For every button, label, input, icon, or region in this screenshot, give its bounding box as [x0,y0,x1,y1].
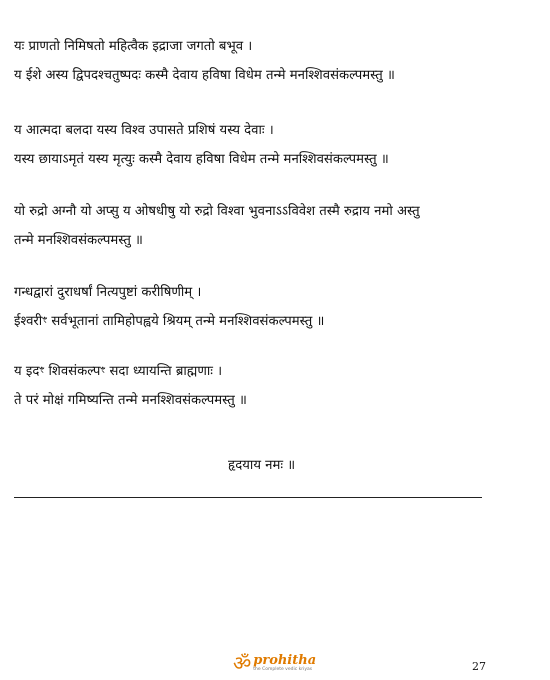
verse-line: ते परं मोक्षं गमिष्यन्ति तन्मे मनश्शिवसंकल्पमस्तु ॥ [14,393,247,408]
verse-line: यो रुद्रो अग्नौ यो अप्सु य ओषधीषु यो रुद्रो विश्वा भुवनाऽऽविवेश तस्मै रुद्राय नमो अस्तु [14,204,420,219]
stanza-2 [14,116,542,174]
logo-name: prohitha [253,652,317,668]
verse-line: यः प्राणतो निमिषतो महित्वैक इद्राजा जगतो बभूव । [14,39,253,54]
stanza-5 [14,357,542,415]
prohitha-logo [233,651,343,675]
stanza-4 [14,278,542,336]
om-icon: ॐ [233,651,252,675]
verse-line: तन्मे मनश्शिवसंकल्पमस्तु ॥ [14,233,143,248]
page-number: 27 [472,660,486,673]
verse-line: य ईशे अस्य द्विपदश्चतुष्पदः कस्मै देवाय हविषा विधेम तन्मे मनश्शिवसंकल्पमस्तु ॥ [14,68,395,83]
verse-line: य आत्मदा बलदा यस्य विश्व उपासते प्रशिषं यस्य देवाः । [14,123,274,138]
stanza-1 [14,32,542,90]
verse-line: ईश्वरीꣳ सर्वभूतानां तामिहोपह्वये श्रियम् तन्मे मनश्शिवसंकल्पमस्तु ॥ [14,314,325,329]
closing-salutation: हृदयाय नमः ॥ [228,458,296,473]
verse-line: यस्य छायाऽमृतं यस्य मृत्युः कस्मै देवाय हविषा विधेम तन्मे मनश्शिवसंकल्पमस्तु ॥ [14,152,389,167]
stanza-3 [14,197,542,255]
logo-tagline: the Complete vedic kriyas [253,666,313,672]
horizontal-divider [14,497,482,498]
verse-line: गन्धद्वारां दुराधर्षां नित्यपुष्टां करीषिणीम् । [14,285,202,300]
verse-line: य इदꣳ शिवसंकल्पꣳ सदा ध्यायन्ति ब्राह्मणाः । [14,364,223,379]
